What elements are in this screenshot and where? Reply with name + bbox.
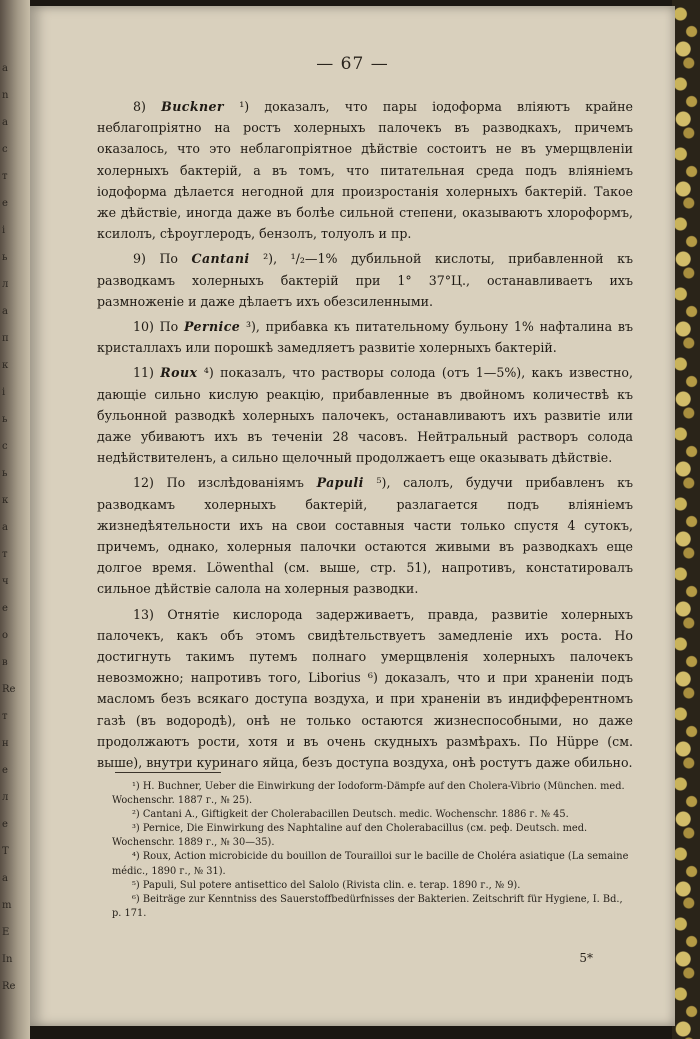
footnote-ref: ⁵),	[376, 475, 391, 491]
paragraph-number: 8)	[133, 99, 146, 114]
facing-page-fragment: a	[2, 522, 8, 533]
facing-page-fragment: i	[2, 387, 6, 398]
signature-mark: 5*	[579, 951, 593, 965]
author-name: Pernice	[184, 319, 241, 335]
paragraph-text: доказалъ, что пары iодоформа вліяютъ крайне неблагопріятно на ростъ холерныхъ палочекъ въ разводкахъ, причемъ оказалось, что это неблагопріятное дѣйствіе состоитъ не въ умерщвленіи холерныхъ бактерій, а въ томъ, что питательная среда подъ вліяніемъ iодоформа дѣлается негодной для произростанія холерныхъ бактерій. Такое же дѣйствіе, иногда даже въ болѣе сильной степени, оказываютъ хлороформъ, ксилолъ, сѣроуглеродъ, бензолъ, толуолъ и пр.	[97, 99, 633, 242]
facing-page-fragment: In	[2, 954, 13, 965]
paragraph-number: 13)	[133, 606, 154, 622]
marbled-book-edge	[672, 0, 700, 1039]
footnote-ref: ²),	[263, 251, 278, 267]
footnote: ³) Pernice, Die Einwirkung des Naphtaline auf den Cholerabacillus (см. реф. Deutsch. med. Wochenschr. 1889 г., № 30—35).	[112, 823, 588, 849]
facing-page-fragment: T	[2, 846, 9, 857]
facing-page-fragment: e	[2, 819, 8, 830]
page-number: — 67 —	[316, 54, 389, 74]
facing-page-fragment: n	[2, 90, 9, 101]
author-name: Cantani	[191, 251, 250, 267]
body-text	[97, 96, 633, 777]
facing-page-fragment: c	[2, 441, 8, 452]
facing-page-fragment: н	[2, 738, 9, 749]
author-name: Roux	[160, 365, 198, 381]
facing-page-fragment: к	[2, 495, 9, 506]
facing-page-fragment: ч	[2, 576, 9, 587]
paragraph-text: салолъ, будучи прибавленъ къ разводкамъ холерныхъ бактерій, разлагается подъ вліяніемъ жизнедѣятельности ихъ на свои составныя части только спустя 4 сутокъ, причемъ, однако, холерныя палочки остаются живыми въ разводкахъ еще долгое время. Löwenthal (см. выше, стр. 51), напротивъ, констатировалъ сильное дѣйствіе салола на холерныя разводки.	[97, 475, 633, 597]
paragraph-8	[97, 96, 633, 244]
facing-page-fragment: к	[2, 360, 9, 371]
facing-page-fragment: п	[2, 333, 9, 344]
facing-page-fragment: c	[2, 144, 8, 155]
facing-page-fragment: т	[2, 711, 8, 722]
footnote-divider	[115, 772, 221, 773]
book-page	[30, 6, 675, 1026]
paragraph-number: 12) По изслѣдованіямъ	[133, 475, 304, 491]
paragraph-11	[97, 362, 633, 468]
footnote: ⁵) Papuli, Sul potere antisettico del Salolo (Rivista clin. e. terap. 1890 г., № 9).	[132, 879, 521, 891]
facing-page-fragment: a	[2, 117, 8, 128]
facing-page-fragment: e	[2, 765, 8, 776]
paragraph-13	[97, 604, 633, 774]
paragraph-9	[97, 248, 633, 312]
footnote: ¹) H. Buchner, Ueber die Einwirkung der Iodoform-Dämpfe auf den Cholera-Vibrio (München. med. Wochenschr. 1887 г., № 25).	[112, 781, 625, 807]
facing-page-fragment: a	[2, 63, 8, 74]
footnote: ⁶) Beiträge zur Kenntniss des Sauerstoffbedürfnisses der Bakterien. Zeitschrift für Hygiene, I. Bd., p. 171.	[112, 893, 623, 919]
author-name: Buckner	[161, 99, 224, 114]
facing-page-fragment: ь	[2, 414, 8, 425]
paragraph-text: ¹/₂—1% дубильной кислоты, прибавленной къ разводкамъ холерныхъ бактерій при 1° 37°Ц., останавливаетъ ихъ размноженіе и даже дѣлаетъ ихъ обезсиленными.	[97, 251, 633, 309]
footnote: ⁴) Roux, Action microbicide du bouillon de Tourailloi sur le bacille de Choléra asiatique (La semaine médic., 1890 г., № 31).	[112, 851, 629, 877]
left-facing-page	[0, 0, 30, 1039]
paragraph-number: 10) По	[133, 319, 179, 335]
paragraph-number: 11)	[133, 365, 154, 381]
footnote-ref: ⁴)	[203, 365, 214, 381]
facing-page-fragment: ь	[2, 252, 8, 263]
facing-page-fragment: в	[2, 657, 8, 668]
footnotes	[112, 780, 632, 921]
facing-page-fragment: e	[2, 603, 8, 614]
facing-page-fragment: л	[2, 792, 9, 803]
facing-page-fragment: a	[2, 873, 8, 884]
paragraph-text: прибавка къ питательному бульону 1% нафталина въ кристаллахъ или порошкѣ замедляетъ развитіе холерныхъ бактерій.	[97, 319, 633, 356]
facing-page-fragment: o	[2, 630, 9, 641]
facing-page-fragment: E	[2, 927, 10, 938]
facing-page-fragment: i	[2, 225, 6, 236]
facing-page-fragment: Re	[2, 981, 16, 992]
footnote: ²) Cantani A., Giftigkeit der Cholerabacillen Deutsch. medic. Wochenschr. 1886 г. № 45.	[132, 809, 569, 821]
footnote-ref: ³),	[245, 319, 260, 335]
paragraph-10	[97, 316, 633, 358]
facing-page-fragment: л	[2, 279, 9, 290]
footnote-ref: ¹)	[239, 99, 250, 114]
paragraph-text: Отнятіе кислорода задерживаетъ, правда, развитіе холерныхъ палочекъ, какъ объ этомъ свидѣтельствуетъ замедленіе ихъ роста. Но достигнуть такимъ путемъ полнаго умерщвленія холерныхъ палочекъ невозможно; напротивъ того, Liborius ⁶) доказалъ, что и при храненіи подъ масломъ безъ всякаго доступа воздуха, и при храненіи въ индифферентномъ газѣ (въ водородѣ), онѣ не только остаются жизнеспособными, но даже продолжаютъ рости, хотя и въ очень скудныхъ размѣрахъ. По Hüppe (см. выше), внутри куринаго яйца, безъ доступа воздуха, онѣ ростутъ даже обильно.	[97, 606, 634, 771]
facing-page-fragment: т	[2, 549, 8, 560]
author-name: Papuli	[316, 475, 364, 491]
facing-page-fragment: m	[2, 900, 12, 911]
facing-page-fragment: e	[2, 198, 8, 209]
facing-page-fragment: ь	[2, 468, 8, 479]
facing-page-fragment: a	[2, 306, 8, 317]
paragraph-text: показалъ, что растворы солода (отъ 1—5%), какъ известно, дающіе сильно кислую реакцію, прибавленные въ двойномъ количествѣ къ бульонной разводкѣ холерныхъ палочекъ, останавливаютъ ихъ развитіе или даже убиваютъ ихъ въ теченіи 28 часовъ. Нейтральный растворъ солода недѣйствителенъ, а сильно щелочный продолжаетъ еще оказывать дѣйствіе.	[97, 365, 633, 466]
paragraph-number: 9) По	[133, 251, 179, 267]
facing-page-fragment: Re	[2, 684, 16, 695]
paragraph-12	[97, 472, 633, 599]
facing-page-fragment: т	[2, 171, 8, 182]
